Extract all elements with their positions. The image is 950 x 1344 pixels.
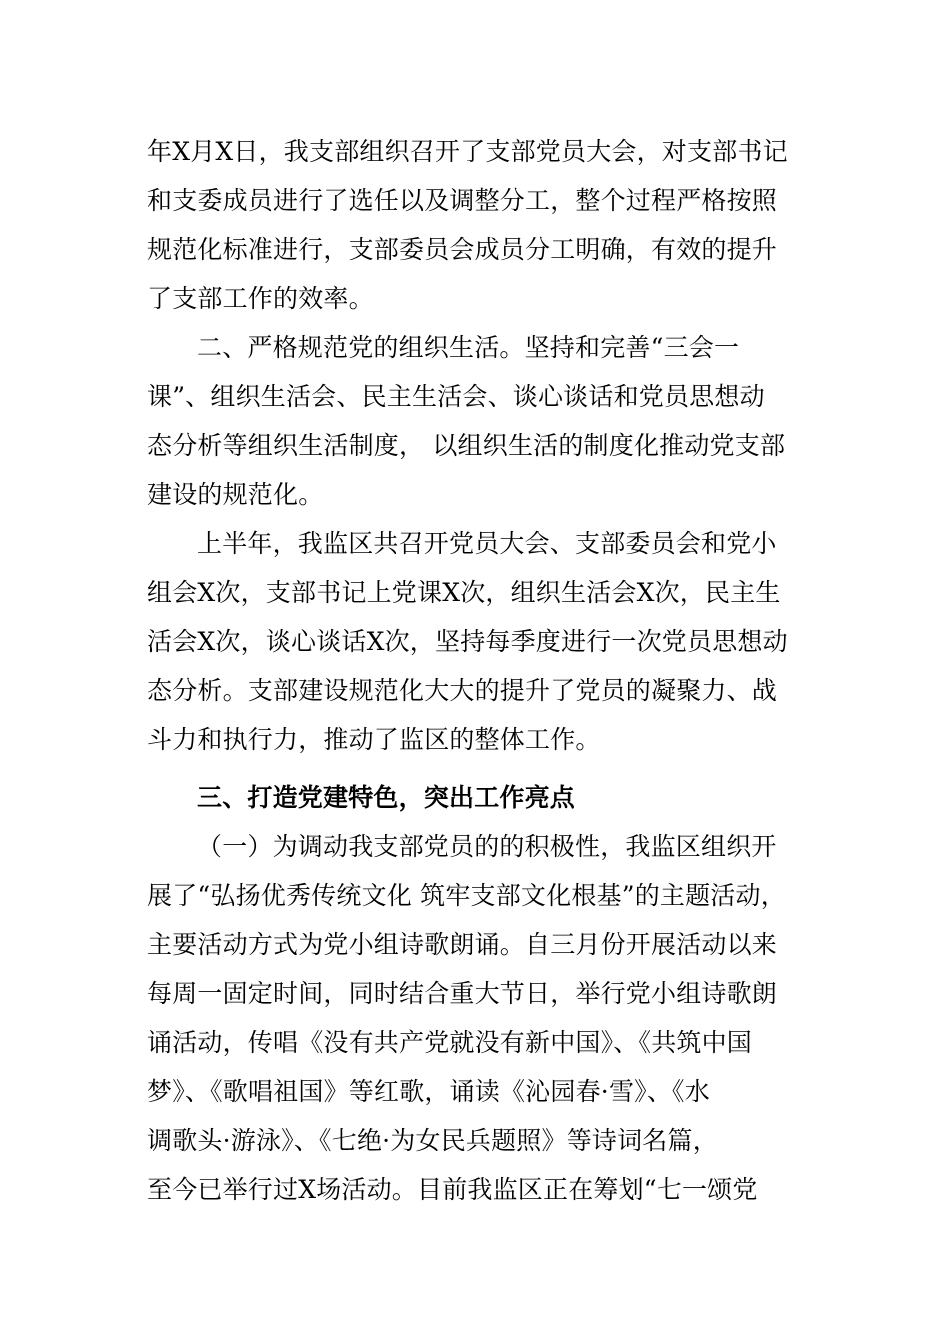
text-line: 斗力和执行力，推动了监区的整体工作。 xyxy=(147,725,601,754)
text-line: 调歌头·游泳》、《七绝·为女民兵题照》等诗词名篇， xyxy=(147,1126,718,1155)
text-line: 至今已举行过X场活动。目前我监区正在筹划“七一颂党 xyxy=(147,1175,758,1204)
text-line: 展了“弘扬优秀传统文化 筑牢支部文化根基”的主题活动， xyxy=(147,881,786,910)
text-line: 每周一固定时间，同时结合重大节日，举行党小组诗歌朗 xyxy=(147,979,778,1008)
text-line: 诵活动，传唱《没有共产党就没有新中国》、《共筑中国 xyxy=(147,1028,753,1057)
text-line: 上半年，我监区共召开党员大会、支部委员会和党小 xyxy=(197,529,777,558)
text-line: 态分析。支部建设规范化大大的提升了党员的凝聚力、战 xyxy=(147,676,778,705)
section-heading-text: 二、严格规范党的组织生活。坚持和完善“三会一 xyxy=(197,333,740,362)
section-heading: 三、打造党建特色，突出工作亮点 xyxy=(197,783,576,812)
text-line: 主要活动方式为党小组诗歌朗诵。自三月份开展活动以来 xyxy=(147,930,778,959)
text-line: 课”、组织生活会、民主生活会、谈心谈话和党员思想动 xyxy=(147,382,765,411)
text-line: 组会X次，支部书记上党课X次，组织生活会X次，民主生 xyxy=(147,578,781,607)
text-line: 活会X次，谈心谈话X次，坚持每季度进行一次党员思想动 xyxy=(147,627,788,656)
text-line: 态分析等组织生活制度， 以组织生活的制度化推动党支部 xyxy=(147,431,786,460)
text-line: 年X月X日，我支部组织召开了支部党员大会，对支部书记 xyxy=(147,137,788,166)
text-line: （一）为调动我支部党员的的积极性，我监区组织开 xyxy=(197,832,777,861)
text-line: 了支部工作的效率。 xyxy=(147,284,374,313)
text-line: 规范化标准进行，支部委员会成员分工明确，有效的提升 xyxy=(147,235,778,264)
text-line: 建设的规范化。 xyxy=(147,480,324,509)
text-line: 梦》、《歌唱祖国》等红歌，诵读《沁园春·雪》、《水 xyxy=(147,1077,710,1106)
text-line: 和支委成员进行了选任以及调整分工，整个过程严格按照 xyxy=(147,186,778,215)
